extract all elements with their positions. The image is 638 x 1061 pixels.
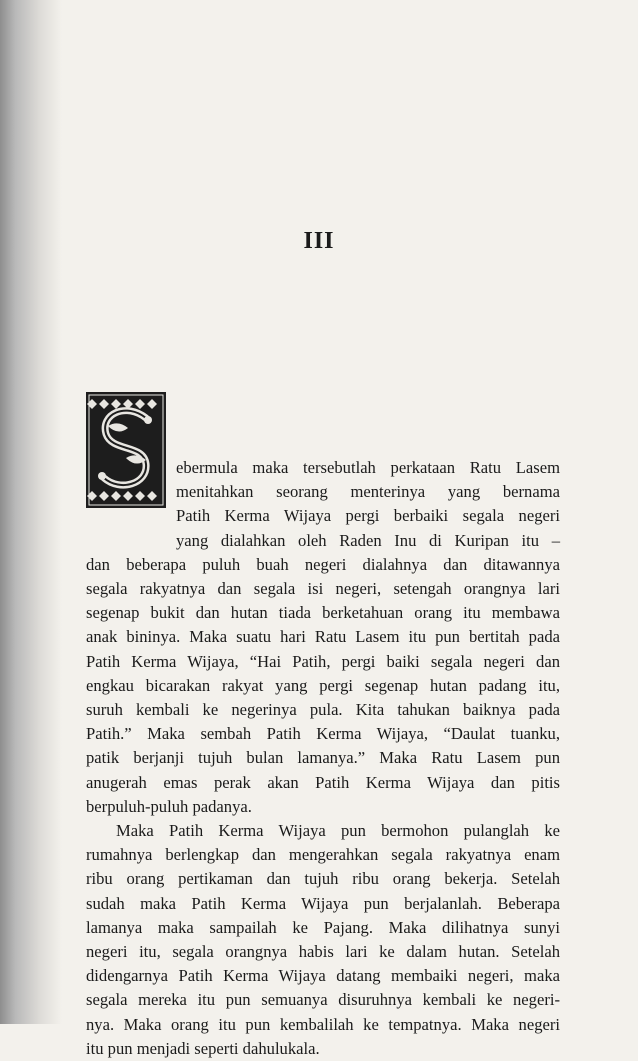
text-line: rumahnya berlengkap dan mengerahkan segala rakyatnya enam <box>86 845 560 865</box>
text-line: Patih.” Maka sembah Patih Kerma Wijaya, “Daulat tuanku, <box>86 724 560 744</box>
text-line: anugerah emas perak akan Patih Kerma Wijaya dan pitis <box>86 772 560 792</box>
text-line: segala mereka itu pun semuanya disuruhnya kembali ke negeri- <box>86 990 560 1010</box>
text-line: dan beberapa puluh buah negeri dialahnya dan ditawannya <box>86 554 560 574</box>
text-line: itu pun menjadi seperti dahulukala. <box>86 1038 320 1058</box>
text-line: patik berjanji tujuh bulan lamanya.” Maka Ratu Lasem pun <box>86 748 560 768</box>
text-line: didengarnya Patih Kerma Wijaya datang membaiki negeri, maka <box>86 966 560 986</box>
text-line: segala rakyatnya dan segala isi negeri, setengah orangnya lari <box>86 579 560 599</box>
text-line: ebermula maka tersebutlah perkataan Ratu Lasem <box>176 458 560 477</box>
text-line: Maka Patih Kerma Wijaya pun bermohon pulanglah ke <box>116 821 560 841</box>
text-line: nya. Maka orang itu pun kembalilah ke tempatnya. Maka negeri <box>86 1014 560 1034</box>
text-line: suruh kembali ke negerinya pula. Kita tahukan baiknya pada <box>86 700 560 720</box>
text-line: berpuluh-puluh padanya. <box>86 796 252 816</box>
text-line: menitahkan seorang menterinya yang bernama <box>176 482 560 502</box>
text-line: negeri itu, segala orangnya habis lari ke dalam hutan. Setelah <box>86 942 560 962</box>
text-line: sudah maka Patih Kerma Wijaya pun berjalanlah. Beberapa <box>86 893 560 913</box>
chapter-number: III <box>303 228 335 254</box>
text-line: yang dialahkan oleh Raden Inu di Kuripan itu – <box>176 530 560 550</box>
text-line: segenap bukit dan hutan tiada berketahuan orang itu membawa <box>86 603 560 623</box>
body-text <box>86 456 560 1061</box>
page-gutter-shadow <box>0 0 62 1024</box>
text-line: Patih Kerma Wijaya pergi berbaiki segala negeri <box>176 506 560 526</box>
text-line: lamanya maka sampailah ke Pajang. Maka dilihatnya sunyi <box>86 917 560 937</box>
text-line: Patih Kerma Wijaya, “Hai Patih, pergi baiki segala negeri dan <box>86 651 560 671</box>
text-line: ribu orang pertikaman dan tujuh ribu orang bekerja. Setelah <box>86 869 560 889</box>
text-line: anak bininya. Maka suatu hari Ratu Lasem itu pun bertitah pada <box>86 627 560 647</box>
text-line: engkau bicarakan rakyat yang pergi segenap hutan padang itu, <box>86 675 560 695</box>
